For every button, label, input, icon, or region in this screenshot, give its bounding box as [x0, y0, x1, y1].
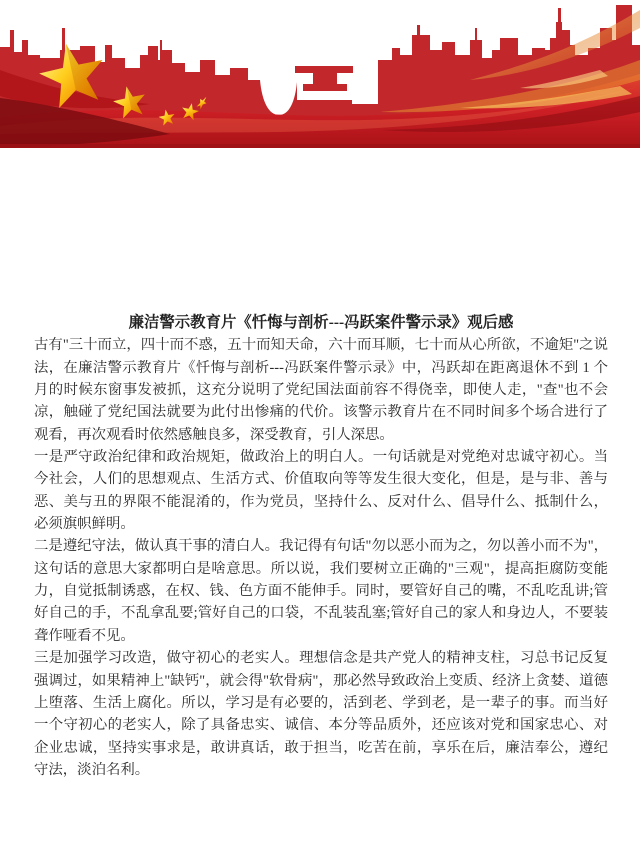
banner	[0, 0, 640, 148]
banner-graphic	[0, 0, 640, 148]
paragraph-point-2: 二是遵纪守法，做认真干事的清白人。我记得有句话"勿以恶小而为之，勿以善小而不为"，这句话的意思大家都明白是啥意思。所以说，我们要树立正确的"三观"，提高拒腐防变能力，自觉抵制诱惑，在权、钱、色方面不能伸手。同时，要管好自己的嘴，不乱吃乱讲;管好自己的手，不乱拿乱要;管好自己的口袋，不乱装乱塞;管好自己的家人和身边人，不要装聋作哑看不见。	[34, 538, 608, 644]
paragraph-point-3: 三是加强学习改造，做守初心的老实人。理想信念是共产党人的精神支柱，习总书记反复强调过，如果精神上"缺钙"，就会得"软骨病"，那必然导致政治上变质、经济上贪婪、道德上堕落、生活上腐化。所以，学习是有必要的，活到老、学到老，是一辈子的事。而当好一个守初心的老实人，除了具备忠实、诚信、本分等品质外，还应该对党和国家忠心、对企业忠诚，坚持实事求是，敢讲真话，敢于担当，吃苦在前，享乐在后，廉洁奉公，遵纪守法，淡泊名利。	[34, 650, 608, 778]
document-title: 廉洁警示教育片《忏悔与剖析---冯跃案件警示录》观后感	[128, 314, 514, 331]
paragraph-intro: 古有"三十而立，四十而不惑，五十而知天命，六十而耳顺，七十而从心所欲，不逾矩"之说法，在廉洁警示教育片《忏悔与剖析---冯跃案件警示录》中，冯跃却在距离退休不到 1 个月的时候东窗事发被抓，这充分说明了党纪国法面前容不得侥幸，即使人走，"查"也不会凉，触碰了党纪国法就要为此付出惨痛的代价。该警示教育片在不同时间多个场合进行了观看，再次观看时依然感触良多，深受教育，引人深思。	[34, 337, 608, 443]
pavilion-landmark	[295, 66, 353, 91]
document-body	[34, 312, 608, 781]
paragraph-point-1: 一是严守政治纪律和政治规矩，做政治上的明白人。一句话就是对党绝对忠诚守初心。当今社会，人们的思想观点、生活方式、价值取向等等发生很大变化，但是，是与非、善与恶、美与丑的界限不能混淆的，作为党员，坚持什么、反对什么、倡导什么、抵制什么，必须旗帜鲜明。	[34, 449, 608, 533]
